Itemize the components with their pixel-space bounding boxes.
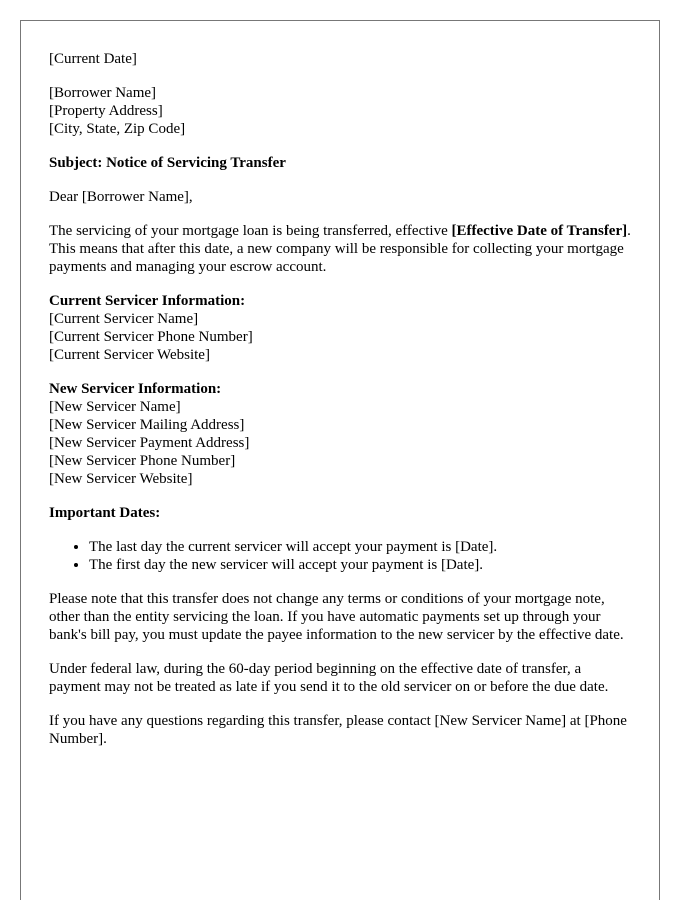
letter-date: [Current Date] xyxy=(49,51,137,67)
transfer-note-paragraph: Please note that this transfer does not change any terms or conditions of your mortgage note, other than the entity servicing the loan. If you have automatic payments set up through your bank's bill pay, you must update the payee information to the new servicer by the effective date. xyxy=(49,591,624,643)
important-dates-heading: Important Dates: xyxy=(49,505,161,521)
effective-date-placeholder: [Effective Date of Transfer] xyxy=(451,223,628,239)
questions-paragraph: If you have any questions regarding this transfer, please contact [New Servicer Name] at [Phone Number]. xyxy=(49,713,627,747)
intro-paragraph xyxy=(49,222,631,276)
new-servicer-name: [New Servicer Name] xyxy=(49,399,181,415)
list-item: • The last day the current servicer will accept your payment is [Date]. xyxy=(89,538,631,556)
city-state-zip: [City, State, Zip Code] xyxy=(49,121,186,137)
list-item: • The first day the new servicer will accept your payment is [Date]. xyxy=(89,556,631,574)
new-servicer-payment-address: [New Servicer Payment Address] xyxy=(49,435,250,451)
intro-text-before: The servicing of your mortgage loan is being transferred, effective xyxy=(49,223,452,239)
property-address: [Property Address] xyxy=(49,103,163,119)
federal-law-paragraph: Under federal law, during the 60-day period beginning on the effective date of transfer, a payment may not be treated as late if you send it to the old servicer on or before the due date. xyxy=(49,661,609,695)
new-servicer-website: [New Servicer Website] xyxy=(49,471,193,487)
letter-subject: Subject: Notice of Servicing Transfer xyxy=(49,155,286,171)
new-servicer-mailing-address: [New Servicer Mailing Address] xyxy=(49,417,245,433)
letter-page xyxy=(20,20,660,900)
current-servicer-phone: [Current Servicer Phone Number] xyxy=(49,329,253,345)
new-servicer-heading: New Servicer Information: xyxy=(49,381,222,397)
borrower-address-block xyxy=(49,84,631,138)
current-servicer-website: [Current Servicer Website] xyxy=(49,347,210,363)
current-servicer-name: [Current Servicer Name] xyxy=(49,311,199,327)
current-servicer-heading: Current Servicer Information: xyxy=(49,293,246,309)
new-servicer-section xyxy=(49,380,631,488)
new-servicer-phone: [New Servicer Phone Number] xyxy=(49,453,236,469)
intro-text-after: . This means that after this date, a new company will be responsible for collecting your mortgage payments and managing your escrow account. xyxy=(49,223,631,275)
salutation: Dear [Borrower Name], xyxy=(49,189,193,205)
important-dates-list xyxy=(49,538,631,574)
borrower-name: [Borrower Name] xyxy=(49,85,157,101)
current-servicer-section xyxy=(49,292,631,364)
